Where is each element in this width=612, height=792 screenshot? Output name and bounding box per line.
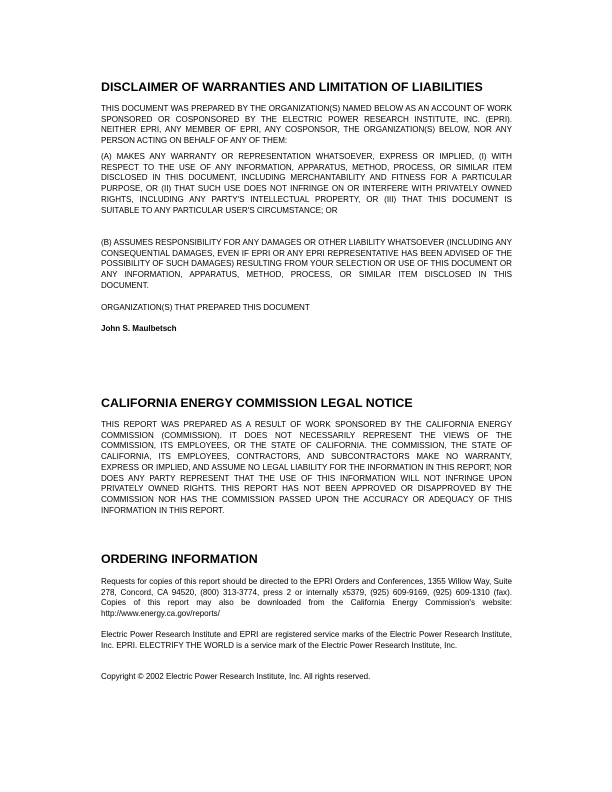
cec-notice-heading: CALIFORNIA ENERGY COMMISSION LEGAL NOTICE (101, 396, 413, 410)
ordering-requests: Requests for copies of this report should be directed to the EPRI Orders and Conferences, 1355 Willow Way, Suite 278, Concord, CA 94520, (800) 313-3774, press 2 or internally x5379, (925) 609-9169, (925) 609-1310 (fax). Copies of this report may also be downloaded from the California Energy Commission's website: http://www.energy.ca.gov/reports/ (101, 577, 512, 619)
organization-label: ORGANIZATION(S) THAT PREPARED THIS DOCUMENT (101, 303, 310, 312)
copyright-notice: Copyright © 2002 Electric Power Research Institute, Inc. All rights reserved. (101, 672, 371, 681)
cec-notice-body: THIS REPORT WAS PREPARED AS A RESULT OF WORK SPONSORED BY THE CALIFORNIA ENERGY COMMISSION (COMMISSION). IT DOES NOT NECESSARILY REPRESENT THE VIEWS OF THE COMMISSION, ITS EMPLOYEES, OR THE STATE OF CALIFORNIA. THE COMMISSION, THE STATE OF CALIFORNIA, ITS EMPLOYEES, CONTRACTORS, AND SUBCONTRACTORS MAKE NO WARRANTY, EXPRESS OR IMPLIED, AND ASSUME NO LEGAL LIABILITY FOR THE INFORMATION IN THIS REPORT; NOR DOES ANY PARTY REPRESENT THAT THE USE OF THIS INFORMATION WILL NOT INFRINGE UPON PRIVATELY OWNED RIGHTS. THIS REPORT HAS NOT BEEN APPROVED OR DISAPPROVED BY THE COMMISSION NOR HAS THE COMMISSION PASSED UPON THE ACCURACY OR ADEQUACY OF THIS INFORMATION IN THIS REPORT. (101, 420, 512, 515)
ordering-heading: ORDERING INFORMATION (101, 552, 258, 566)
disclaimer-clause-a: (A) MAKES ANY WARRANTY OR REPRESENTATION WHATSOEVER, EXPRESS OR IMPLIED, (I) WITH RESPECT TO THE USE OF ANY INFORMATION, APPARATUS, METHOD, PROCESS, OR SIMILAR ITEM DISCLOSED IN THIS DOCUMENT, INCLUDING MERCHANTABILITY AND FITNESS FOR A PARTICULAR PURPOSE, OR (II) THAT SUCH USE DOES NOT INFRINGE ON OR INTERFERE WITH PRIVATELY OWNED RIGHTS, INCLUDING ANY PARTY'S INTELLECTUAL PROPERTY, OR (III) THAT THIS DOCUMENT IS SUITABLE TO ANY PARTICULAR USER'S CIRCUMSTANCE; OR (101, 152, 512, 215)
disclaimer-clause-b: (B) ASSUMES RESPONSIBILITY FOR ANY DAMAGES OR OTHER LIABILITY WHATSOEVER (INCLUDING ANY CONSEQUENTIAL DAMAGES, EVEN IF EPRI OR ANY EPRI REPRESENTATIVE HAS BEEN ADVISED OF THE POSSIBILITY OF SUCH DAMAGES) RESULTING FROM YOUR SELECTION OR USE OF THIS DOCUMENT OR ANY INFORMATION, APPARATUS, METHOD, PROCESS, OR SIMILAR ITEM DISCLOSED IN THIS DOCUMENT. (101, 238, 512, 290)
disclaimer-heading: DISCLAIMER OF WARRANTIES AND LIMITATION OF LIABILITIES (101, 80, 483, 94)
disclaimer-intro: THIS DOCUMENT WAS PREPARED BY THE ORGANIZATION(S) NAMED BELOW AS AN ACCOUNT OF WORK SPONSORED OR COSPONSORED BY THE ELECTRIC POWER RESEARCH INSTITUTE, INC. (EPRI). NEITHER EPRI, ANY MEMBER OF EPRI, ANY COSPONSOR, THE ORGANIZATION(S) BELOW, NOR ANY PERSON ACTING ON BEHALF OF ANY OF THEM: (101, 104, 512, 146)
organization-name: John S. Maulbetsch (101, 324, 177, 333)
trademarks-notice: Electric Power Research Institute and EPRI are registered service marks of the Electric Power Research Institute, Inc. EPRI. ELECTRIFY THE WORLD is a service mark of the Electric Power Research Institute, Inc. (101, 630, 512, 650)
